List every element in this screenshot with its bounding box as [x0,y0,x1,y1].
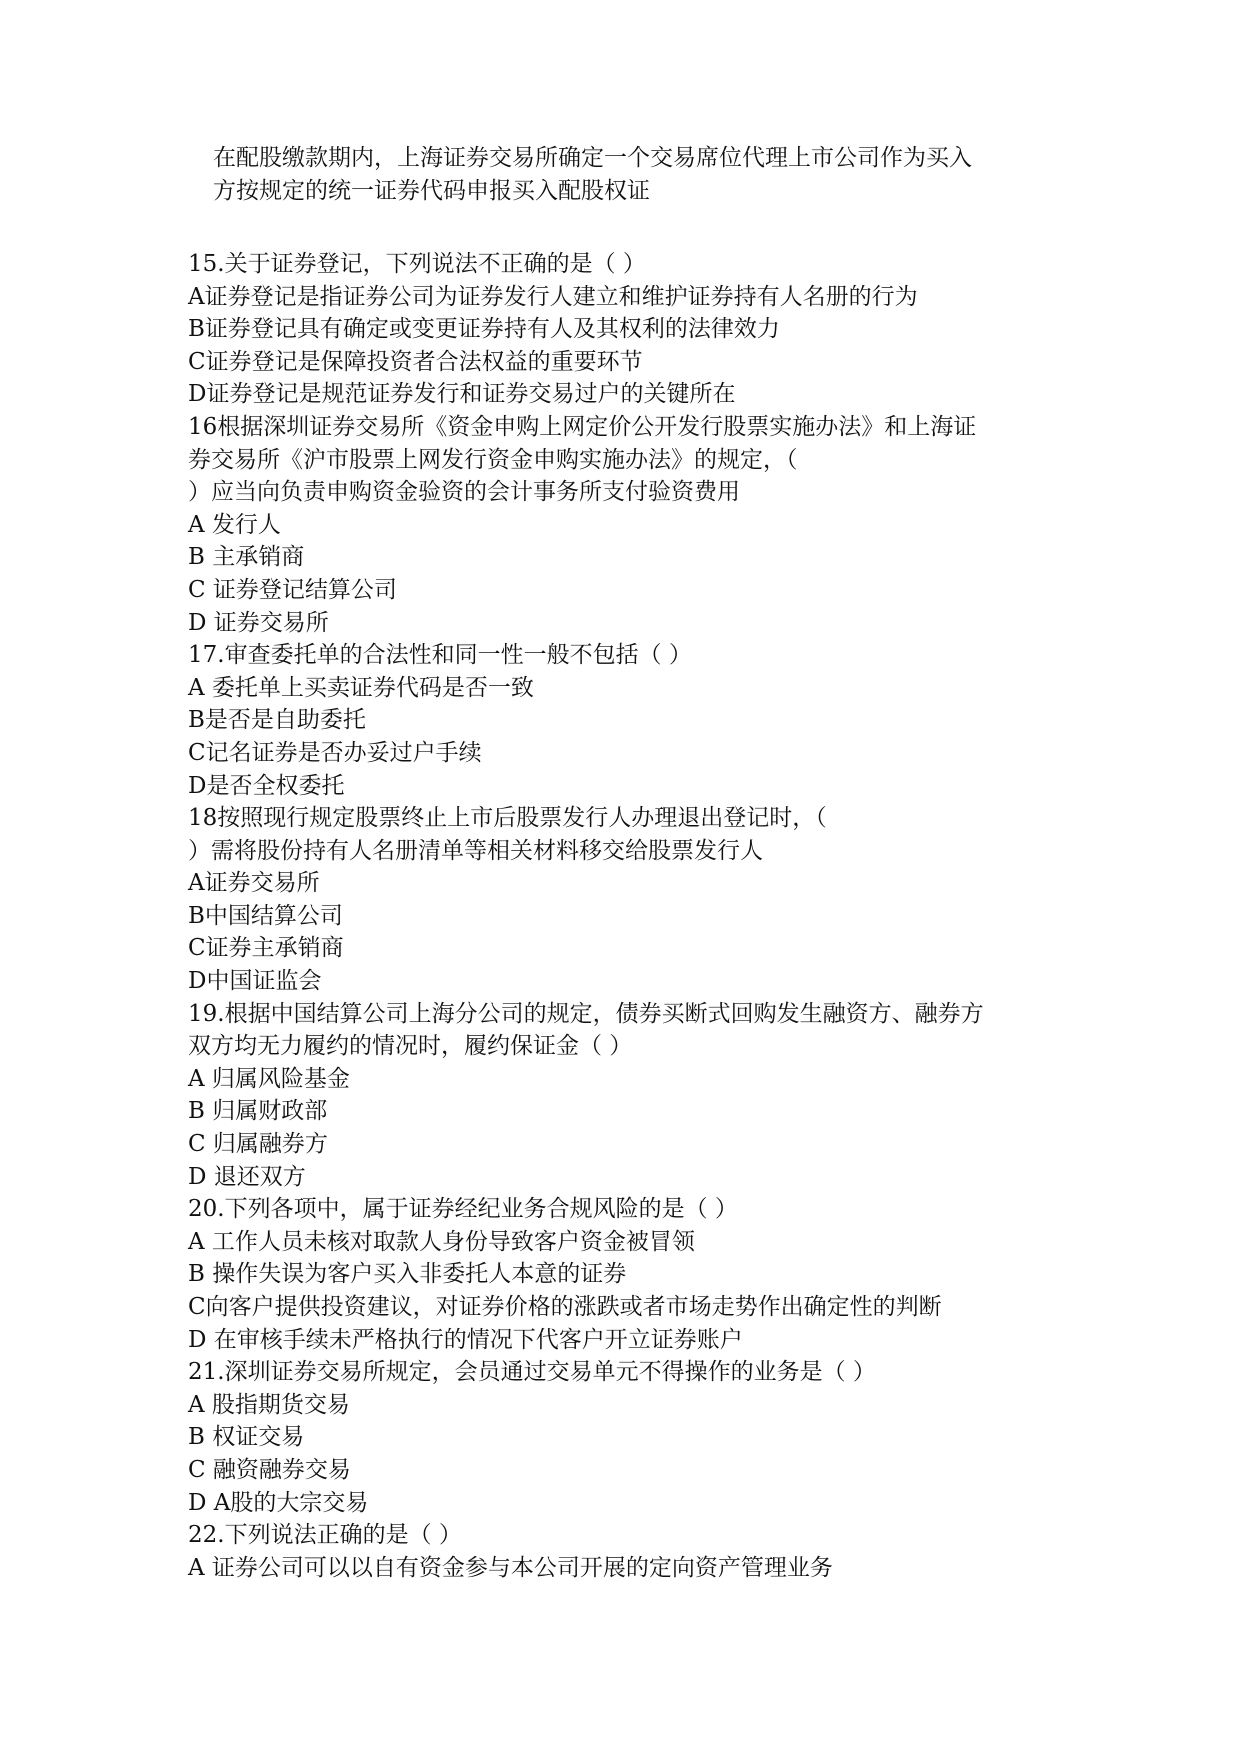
question-text-line: A 工作人员未核对取款人身份导致客户资金被冒领 [188,1228,695,1255]
question-text-line: C证券主承销商 [188,935,344,962]
question-text-line: ）需将股份持有人名册清单等相关材料移交给股票发行人 [188,837,763,864]
question-text-line: 19.根据中国结算公司上海分公司的规定，债券买断式回购发生融资方、融券方 [188,1000,984,1027]
question-text-line: C 证券登记结算公司 [188,576,397,603]
question-text-line: C记名证券是否办妥过户手续 [188,739,482,766]
question-text-line: 18按照现行规定股票终止上市后股票发行人办理退出登记时，（ [188,805,827,832]
question-text-line: 券交易所《沪市股票上网发行资金申购实施办法》的规定，（ [188,446,798,473]
question-text-line: A 股指期货交易 [188,1391,350,1418]
question-text-line: D A股的大宗交易 [188,1489,369,1516]
question-text-line: 16根据深圳证券交易所《资金申购上网定价公开发行股票实施办法》和上海证 [188,413,977,440]
question-text-line: 双方均无力履约的情况时，履约保证金（ ） [188,1033,633,1060]
question-text-line: B 归属财政部 [188,1098,328,1125]
question-text-line: 15.关于证券登记，下列说法不正确的是（ ） [188,251,646,277]
question-text-line: C 归属融券方 [188,1131,328,1158]
question-text-line: 20.下列各项中，属于证券经纪业务合规风险的是（ ） [188,1196,738,1223]
question-text-line: A证券交易所 [188,870,320,897]
question-text-line: ）应当向负责申购资金验资的会计事务所支付验资费用 [188,479,740,506]
question-text-line: D 退还双方 [188,1163,306,1190]
question-text-line: B是否是自助委托 [188,707,366,734]
intro-text-line: 方按规定的统一证券代码申报买入配股权证 [213,177,650,204]
question-text-line: 21.深圳证券交易所规定，会员通过交易单元不得操作的业务是（ ） [188,1359,876,1386]
question-text-line: B 权证交易 [188,1424,305,1451]
question-list [188,248,1088,1584]
question-text-line: A 证券公司可以以自有资金参与本公司开展的定向资产管理业务 [188,1554,833,1581]
intro-text-line: 在配股缴款期内，上海证券交易所确定一个交易席位代理上市公司作为买入 [213,145,972,171]
question-text-line: B 操作失误为客户买入非委托人本意的证券 [188,1261,627,1288]
question-text-line: D是否全权委托 [188,772,345,799]
question-text-line: A 归属风险基金 [188,1065,350,1092]
question-text-line: D证券登记是规范证券发行和证券交易过户的关键所在 [188,381,736,408]
intro-paragraph [213,142,1113,207]
question-text-line: A证券登记是指证券公司为证券发行人建立和维护证券持有人名册的行为 [188,283,918,310]
question-text-line: A 发行人 [188,511,281,538]
question-text-line: B证券登记具有确定或变更证券持有人及其权利的法律效力 [188,316,780,343]
question-text-line: B中国结算公司 [188,902,343,929]
question-text-line: A 委托单上买卖证券代码是否一致 [188,674,534,701]
question-text-line: D 在审核手续未严格执行的情况下代客户开立证券账户 [188,1326,743,1353]
question-text-line: C证券登记是保障投资者合法权益的重要环节 [188,348,643,375]
question-text-line: C 融资融券交易 [188,1456,351,1483]
question-text-line: D 证券交易所 [188,609,329,636]
question-text-line: B 主承销商 [188,544,305,571]
question-text-line: C向客户提供投资建议，对证券价格的涨跌或者市场走势作出确定性的判断 [188,1294,942,1320]
question-text-line: 22.下列说法正确的是（ ） [188,1522,462,1549]
question-text-line: D中国证监会 [188,968,322,995]
question-text-line: 17.审查委托单的合法性和同一性一般不包括（ ） [188,642,692,669]
